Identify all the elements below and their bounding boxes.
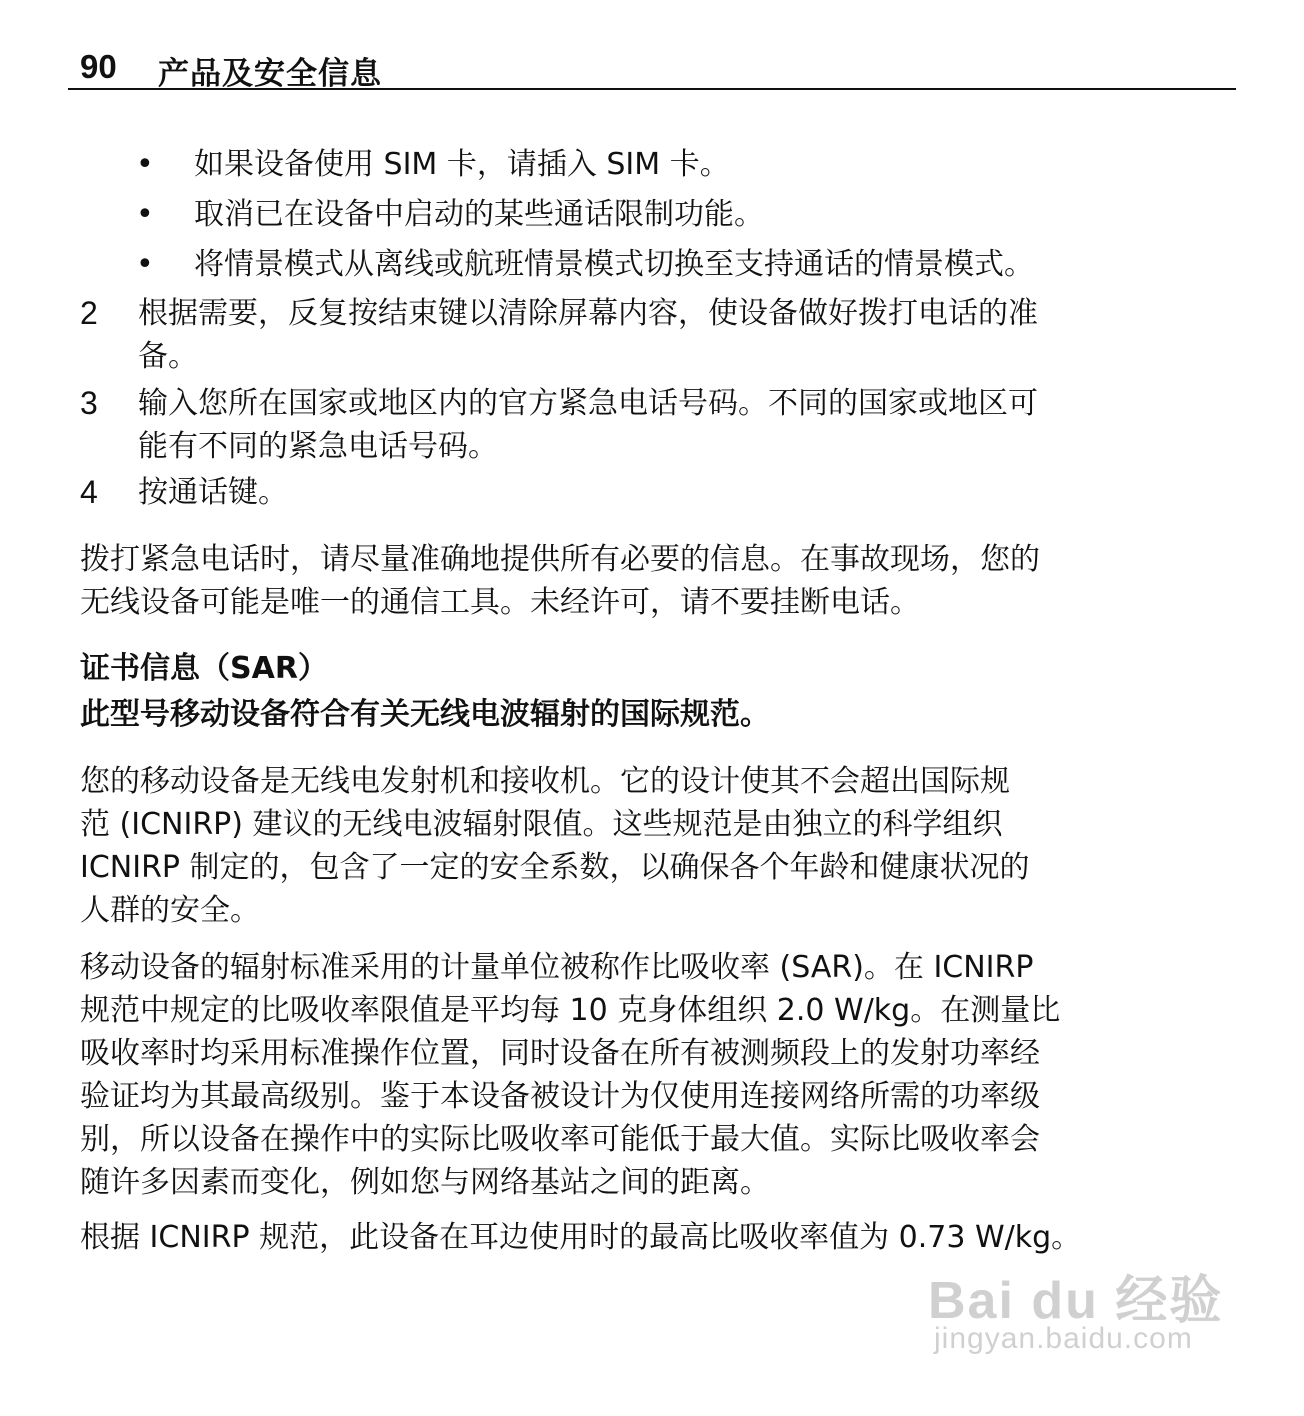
text-line: 按通话键。 xyxy=(138,475,288,510)
page-number: 90 xyxy=(80,48,117,85)
sar-paragraph-1 xyxy=(80,760,1030,932)
step-number: 2 xyxy=(80,295,98,331)
text-line: 规范中规定的比吸收率限值是平均每 10 克身体组织 2.0 W/kg。在测量比 xyxy=(80,993,1061,1028)
text-line: 人群的安全。 xyxy=(80,893,260,928)
baidu-watermark xyxy=(928,1258,1228,1368)
text-line: 无线设备可能是唯一的通信工具。未经许可，请不要挂断电话。 xyxy=(80,585,920,620)
sar-paragraph-2 xyxy=(80,946,1060,1204)
bullet-text: 将情景模式从离线或航班情景模式切换至支持通话的情景模式。 xyxy=(194,247,1034,282)
text-line: ICNIRP 制定的，包含了一定的安全系数，以确保各个年龄和健康状况的 xyxy=(80,850,1030,885)
watermark-logo: Bai du 经验 xyxy=(928,1272,1224,1330)
text-line: 根据需要，反复按结束键以清除屏幕内容，使设备做好拨打电话的准 xyxy=(138,296,1038,331)
text-line: 吸收率时均采用标准操作位置，同时设备在所有被测频段上的发射功率经 xyxy=(80,1036,1040,1071)
text-line: 验证均为其最高级别。鉴于本设备被设计为仅使用连接网络所需的功率级 xyxy=(80,1079,1040,1114)
text-line: 拨打紧急电话时，请尽量准确地提供所有必要的信息。在事故现场，您的 xyxy=(80,542,1040,577)
sar-subheading: 此型号移动设备符合有关无线电波辐射的国际规范。 xyxy=(80,697,770,732)
emergency-note xyxy=(80,538,1040,624)
text-line: 备。 xyxy=(138,339,198,374)
section-title: 产品及安全信息 xyxy=(158,56,382,92)
bullet-text: 如果设备使用 SIM 卡，请插入 SIM 卡。 xyxy=(194,147,730,182)
text-line: 范 (ICNIRP) 建议的无线电波辐射限值。这些规范是由独立的科学组织 xyxy=(80,807,1003,842)
text-line: 能有不同的紧急电话号码。 xyxy=(138,429,498,464)
step-number: 3 xyxy=(80,385,98,421)
step-text xyxy=(138,471,288,514)
sar-heading: 证书信息（SAR） xyxy=(80,651,328,686)
text-line: 别，所以设备在操作中的实际比吸收率可能低于最大值。实际比吸收率会 xyxy=(80,1122,1040,1157)
text-line: 随许多因素而变化，例如您与网络基站之间的距离。 xyxy=(80,1165,770,1200)
step-text xyxy=(138,292,1038,378)
page-header xyxy=(68,48,1236,90)
text-line: 您的移动设备是无线电发射机和接收机。它的设计使其不会超出国际规 xyxy=(80,764,1010,799)
step-text xyxy=(138,382,1038,468)
bullet-dot: • xyxy=(136,247,154,282)
step-number: 4 xyxy=(80,474,98,510)
bullet-dot: • xyxy=(136,197,154,232)
watermark-url: jingyan.baidu.com xyxy=(934,1322,1193,1355)
sar-paragraph-3 xyxy=(80,1216,1081,1259)
text-line: 根据 ICNIRP 规范，此设备在耳边使用时的最高比吸收率值为 0.73 W/kg。 xyxy=(80,1220,1082,1255)
bullet-dot: • xyxy=(136,147,154,182)
bullet-text: 取消已在设备中启动的某些通话限制功能。 xyxy=(194,197,764,232)
text-line: 输入您所在国家或地区内的官方紧急电话号码。不同的国家或地区可 xyxy=(138,386,1038,421)
text-line: 移动设备的辐射标准采用的计量单位被称作比吸收率 (SAR)。在 ICNIRP xyxy=(80,950,1034,985)
